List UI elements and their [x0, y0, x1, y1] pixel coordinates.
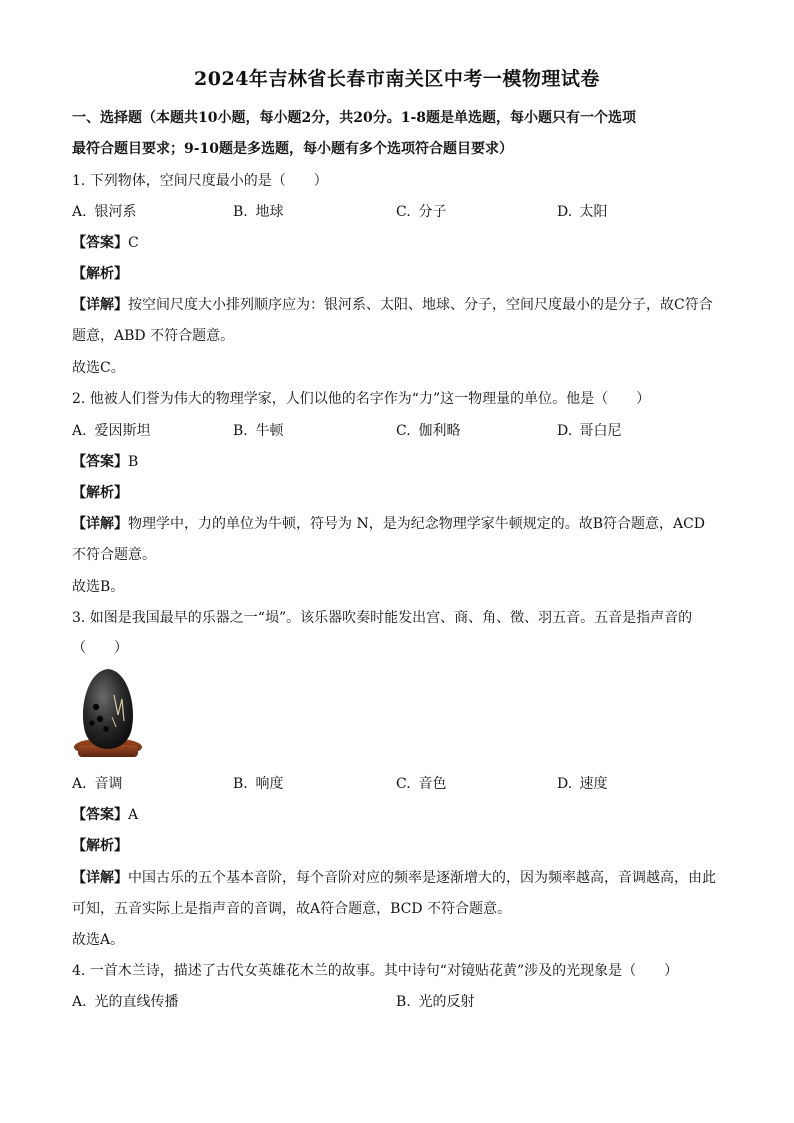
option-text: 光的反射: [418, 994, 475, 1010]
q3-detail-line-2: 可知，五音实际上是指声音的音调，故A符合题意，BCD 不符合题意。: [72, 901, 512, 917]
option-text: 牛顿: [255, 423, 284, 439]
q2-choose: 故选B。: [72, 579, 125, 595]
answer-label: 【答案】: [72, 235, 128, 251]
option-key: A.: [72, 994, 87, 1010]
q1-answer: [72, 233, 139, 253]
option-text: 太阳: [579, 204, 608, 220]
q2-option-d: [557, 421, 621, 441]
option-text: 伽利略: [418, 423, 461, 439]
q2-analysis-label: 【解析】: [72, 485, 128, 501]
q1-choose: 故选C。: [72, 360, 125, 376]
answer-value: B: [128, 454, 139, 470]
option-text: 音色: [418, 776, 447, 792]
detail-text: 按空间尺度大小排列顺序应为：银河系、太阳、地球、分子，空间尺度最小的是分子，故C符合: [128, 297, 713, 313]
q4-option-a: [72, 992, 178, 1012]
q1-detail-line-2: 题意，ABD 不符合题意。: [72, 328, 235, 344]
q1-detail-line-1: [72, 295, 713, 315]
q3-option-c: [396, 774, 446, 794]
option-key: D.: [557, 204, 573, 220]
q3-detail-line-1: [72, 868, 716, 888]
q1-option-c: [396, 202, 446, 222]
q3-answer: [72, 805, 138, 825]
detail-label: 【详解】: [72, 297, 128, 313]
q2-detail-line-1: [72, 514, 705, 534]
answer-value: C: [128, 235, 139, 251]
detail-label: 【详解】: [72, 516, 128, 532]
q2-option-a: [72, 421, 150, 441]
option-text: 分子: [418, 204, 447, 220]
option-key: C.: [396, 204, 411, 220]
detail-text: 中国古乐的五个基本音阶，每个音阶对应的频率是逐渐增大的，因为频率越高，音调越高，由此: [128, 870, 716, 886]
question-3-stem: 3. 如图是我国最早的乐器之一“埙”。该乐器吹奏时能发出宫、商、角、徵、羽五音。五音是指声音的: [72, 610, 693, 626]
answer-label: 【答案】: [72, 454, 128, 470]
option-text: 银河系: [94, 204, 137, 220]
option-key: A.: [72, 776, 87, 792]
q2-option-b: [233, 421, 283, 441]
q1-option-d: [557, 202, 607, 222]
detail-text: 物理学中，力的单位为牛顿，符号为 N，是为纪念物理学家牛顿规定的。故B符合题意，ACD: [128, 516, 706, 532]
q3-choose: 故选A。: [72, 932, 125, 948]
section-heading-line-2: 最符合题目要求；9-10题是多选题，每小题有多个选项符合题目要求）: [72, 141, 514, 157]
detail-label: 【详解】: [72, 870, 128, 886]
page-title: 2024年吉林省长春市南关区中考一模物理试卷: [194, 68, 600, 90]
option-text: 音调: [94, 776, 123, 792]
option-text: 哥白尼: [579, 423, 622, 439]
option-text: 速度: [579, 776, 608, 792]
question-4-stem: 4. 一首木兰诗，描述了古代女英雄花木兰的故事。其中诗句“对镜贴花黄”涉及的光现象是（ ）: [72, 963, 679, 979]
xun-instrument-image: [72, 665, 144, 765]
option-key: C.: [396, 776, 411, 792]
option-key: C.: [396, 423, 411, 439]
option-key: A.: [72, 204, 87, 220]
answer-label: 【答案】: [72, 807, 128, 823]
q4-option-b: [396, 992, 474, 1012]
option-text: 地球: [255, 204, 284, 220]
question-2-stem: 2. 他被人们誉为伟大的物理学家，人们以他的名字作为“力”这一物理量的单位。他是（ ）: [72, 391, 651, 407]
q1-option-b: [233, 202, 283, 222]
q2-detail-line-2: 不符合题意。: [72, 547, 156, 563]
q1-analysis-label: 【解析】: [72, 266, 128, 282]
option-key: B.: [233, 204, 248, 220]
option-key: D.: [557, 423, 573, 439]
option-text: 爱因斯坦: [94, 423, 151, 439]
option-text: 光的直线传播: [94, 994, 179, 1010]
q3-option-d: [557, 774, 607, 794]
q3-analysis-label: 【解析】: [72, 838, 128, 854]
question-3-stem-bracket: （ ）: [72, 640, 128, 656]
q2-option-c: [396, 421, 460, 441]
section-heading-line-1: 一、选择题（本题共10小题，每小题2分，共20分。1-8题是单选题，每小题只有一个选项: [72, 110, 636, 126]
option-key: D.: [557, 776, 573, 792]
answer-value: A: [128, 807, 139, 823]
q3-option-a: [72, 774, 122, 794]
q3-option-b: [233, 774, 283, 794]
q1-option-a: [72, 202, 136, 222]
option-text: 响度: [255, 776, 284, 792]
option-key: A.: [72, 423, 87, 439]
option-key: B.: [396, 994, 411, 1010]
option-key: B.: [233, 423, 248, 439]
question-1-stem: 1. 下列物体，空间尺度最小的是（ ）: [72, 173, 328, 189]
q2-answer: [72, 452, 138, 472]
option-key: B.: [233, 776, 248, 792]
